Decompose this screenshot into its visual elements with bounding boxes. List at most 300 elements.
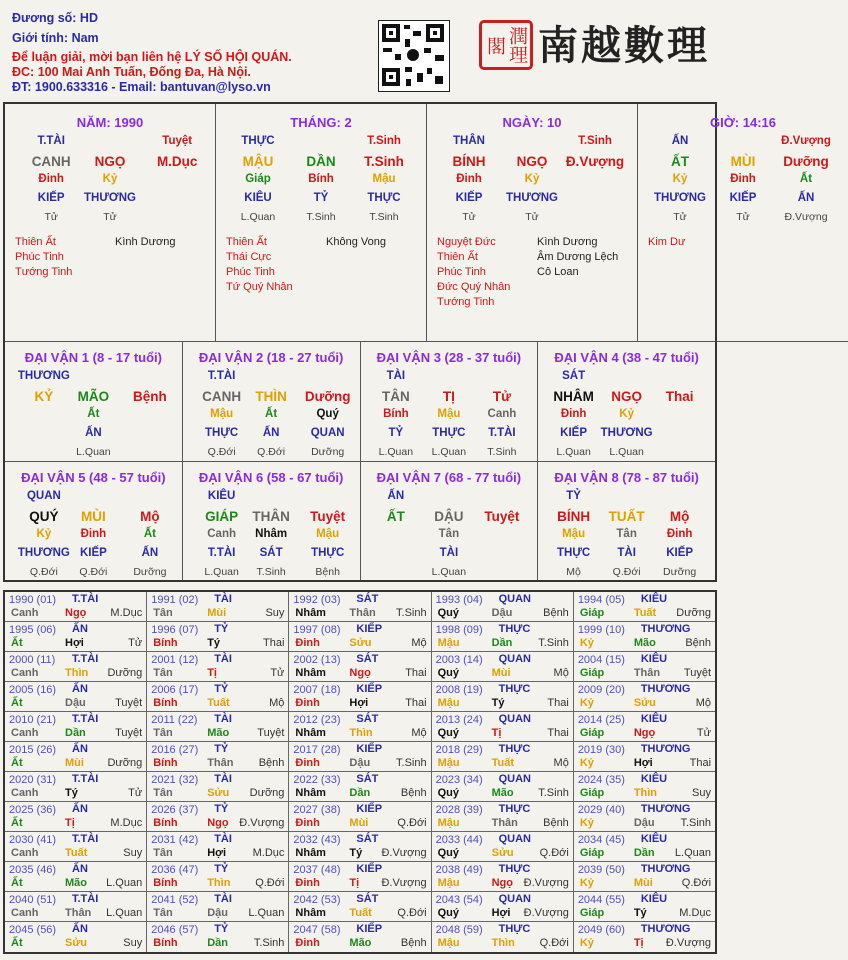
pillar-line [638,135,848,149]
year-phase: Thai [405,697,427,709]
year-label: 2031 (42) [151,834,199,846]
year-star: SÁT [356,833,379,845]
year-cell[interactable] [5,652,147,682]
year-star: THỰC [498,923,531,935]
annual-luck-table [3,590,717,954]
dai-van-item: Đinh [666,528,693,540]
star-item: Tứ Quý Nhân [226,281,293,293]
year-phase: T.Sinh [253,937,285,949]
year-star: ẤN [72,743,88,755]
pillar-line [638,173,848,187]
year-row [5,862,715,892]
year-label: 2023 (34) [435,774,483,786]
year-stem: Giáp [579,787,605,799]
dai-van-item: TÀI [386,370,406,382]
year-cell[interactable] [432,802,574,832]
year-stem: Tân [153,727,173,739]
pillar-line [5,211,215,225]
dai-van-item: Mộ [566,566,581,578]
year-cell[interactable] [574,622,715,652]
year-cell[interactable] [432,712,574,742]
year-label: 2036 (47) [151,864,199,876]
dai-van-line [5,547,182,561]
year-cell[interactable] [289,832,431,862]
year-cell[interactable] [289,862,431,892]
pillar-item: Tuyệt [162,135,193,147]
dai-van-line [538,446,715,460]
dai-van-item: Mộ [140,509,160,524]
year-stem: Giáp [579,847,605,859]
year-star: THỰC [498,623,531,635]
year-star: SÁT [356,713,379,725]
year-cell[interactable] [289,772,431,802]
pillar-line [5,154,215,168]
year-label: 2019 (30) [577,744,625,756]
year-phase: Thai [547,727,569,739]
dai-van-item: T.Sinh [487,446,517,458]
year-phase: Dưỡng [249,787,285,799]
year-phase: Dưỡng [107,667,143,679]
year-stem: Đinh [295,817,320,829]
year-star: KIẾP [356,923,383,935]
pillar-item: KIẾP [37,192,65,204]
year-cell[interactable] [5,592,147,622]
year-star: T.TÀI [72,713,99,725]
year-cell[interactable] [432,622,574,652]
year-phase: Dưỡng [107,757,143,769]
dai-van-item: Q.Đới [207,446,236,458]
year-branch: Mùi [207,607,227,619]
year-cell[interactable] [432,592,574,622]
year-cell[interactable] [5,742,147,772]
dai-van-item: Mậu [210,408,234,420]
year-star: KIÊU [640,593,668,605]
year-phase: Mộ [695,697,712,709]
dai-van-cell [5,462,183,580]
dai-van-item: BÍNH [557,509,591,524]
year-star: THƯƠNG [640,743,691,755]
year-label: 2010 (21) [9,714,57,726]
year-cell[interactable] [289,622,431,652]
year-phase: Q.Đới [539,937,569,949]
dai-van-item: L.Quan [556,446,591,458]
dai-van-item: KỶ [34,389,54,404]
year-cell[interactable] [147,832,289,862]
year-row [5,832,715,862]
dai-van-item: TÀI [439,547,459,559]
year-phase: Suy [123,937,143,949]
dai-van-item: Q.Đới [257,446,286,458]
year-branch: Thân [65,907,92,919]
year-label: 2028 (39) [435,804,483,816]
year-phase: M.Dục [679,907,712,919]
dai-van-line [183,446,360,460]
year-label: 2006 (17) [151,684,199,696]
year-stem: Canh [11,727,39,739]
year-cell[interactable] [574,592,715,622]
year-star: THỰC [498,863,531,875]
dai-van-item: Tuyệt [310,509,346,524]
pillar-line [427,173,637,187]
year-cell[interactable] [147,652,289,682]
year-cell[interactable] [5,682,147,712]
year-phase: M.Dục [252,847,285,859]
pillar-item: Đinh [730,173,756,185]
year-cell[interactable] [289,802,431,832]
year-cell[interactable] [289,712,431,742]
year-branch: Hợi [491,907,511,919]
year-cell[interactable] [574,862,715,892]
pillar-line [638,154,848,168]
year-cell[interactable] [147,682,289,712]
year-branch: Sửu [633,697,656,709]
dai-van-title: ĐẠI VẬN 7 (68 - 77 tuổi) [376,470,522,485]
pillar-item: Tử [103,211,117,223]
year-stem: Mậu [437,757,460,769]
dai-van-item: MÃO [77,389,110,404]
year-phase: Bệnh [685,637,712,649]
gender: Giới tính: Nam [12,31,99,45]
dai-van-line [361,547,538,561]
year-cell[interactable] [5,862,147,892]
pillar-item: Kỷ [524,173,540,185]
year-stem: Giáp [579,667,605,679]
dai-van-item: SÁT [562,370,586,382]
dai-van-item: Mậu [562,528,586,540]
year-phase: T.Sinh [396,607,427,619]
dai-van-line [361,370,538,384]
year-phase: Suy [123,847,143,859]
year-branch: Dần [633,847,655,859]
year-stem: Canh [11,667,39,679]
year-stem: Bính [153,697,178,709]
year-cell[interactable] [432,922,574,952]
dai-van-line [538,370,715,384]
year-branch: Mão [491,787,514,799]
year-cell[interactable] [574,742,715,772]
dai-van-item: Mậu [316,528,340,540]
year-label: 2012 (23) [293,714,341,726]
year-cell[interactable] [432,832,574,862]
dai-van-item: Ất [87,408,100,420]
year-cell[interactable] [574,652,715,682]
year-star: TỶ [214,803,229,815]
pillar-item: BÍNH [452,154,486,169]
star-item: Phúc Tinh [226,266,275,278]
year-branch: Hợi [65,637,84,649]
year-cell[interactable] [5,832,147,862]
year-stem: Ất [11,637,23,649]
year-star: QUAN [498,593,531,605]
year-row [5,712,715,742]
year-branch: Dần [207,937,228,949]
year-label: 2030 (41) [9,834,57,846]
year-star: TỶ [214,863,229,875]
pillar-item: ẤN [671,135,689,147]
year-stem: Mậu [437,637,460,649]
year-cell[interactable] [147,712,289,742]
dai-van-item: Kỷ [619,408,634,420]
year-cell[interactable] [147,622,289,652]
dai-van-item: Tử [492,389,511,404]
pillar-item: THƯƠNG [654,192,706,204]
star-item: Thiên Ất [15,236,56,248]
year-cell[interactable] [289,682,431,712]
year-phase: Tuyệt [683,667,712,679]
year-stem: Nhâm [295,787,326,799]
year-label: 2047 (58) [293,924,341,936]
year-cell[interactable] [5,622,147,652]
year-cell[interactable] [289,742,431,772]
dai-van-line [5,408,182,422]
dai-van-item: Đinh [80,528,107,540]
year-branch: Sửu [207,787,230,799]
year-star: KIÊU [640,833,668,845]
year-branch: Ngọ [207,817,229,829]
year-cell[interactable] [574,712,715,742]
dai-van-item: Quý [316,408,339,420]
year-branch: Tuất [633,607,657,619]
bad-stars-list [537,235,637,310]
dai-van-item: Q.Đới [79,566,108,578]
year-cell[interactable] [5,802,147,832]
year-cell[interactable] [432,772,574,802]
year-label: 1997 (08) [293,624,341,636]
dai-van-line [5,370,182,384]
year-label: 1992 (03) [293,594,341,606]
dai-van-item: QUAN [310,427,345,439]
pillar-line [427,192,637,206]
year-branch: Tị [207,667,217,679]
pillar-item: ẤT [671,154,689,169]
year-stem: Canh [11,907,39,919]
header [0,0,720,100]
year-phase: Tuyệt [115,697,143,709]
year-star: THƯƠNG [640,923,691,935]
dai-van-item: Đinh [560,408,587,420]
year-cell[interactable] [147,802,289,832]
year-phase: L.Quan [106,877,143,889]
year-star: QUAN [498,713,531,725]
year-branch: Dậu [65,697,86,709]
dai-van-item: NGỌ [611,389,643,404]
year-stem: Bính [153,817,178,829]
year-phase: Suy [692,787,712,799]
dai-van-item: Ất [143,528,156,540]
pillar-item: THÂN [453,135,485,147]
dai-van-item: Mậu [437,408,461,420]
star-item: Phúc Tinh [15,251,64,263]
year-cell[interactable] [289,892,431,922]
year-cell[interactable] [147,772,289,802]
year-star: THỰC [498,743,531,755]
year-star: QUAN [498,653,531,665]
year-cell[interactable] [574,802,715,832]
star-item: Âm Dương Lệch [537,251,619,263]
dai-van-item: Q.Đới [612,566,641,578]
year-label: 2049 (60) [577,924,625,936]
dai-van-item: NHÂM [553,389,594,404]
pillar-item: THƯƠNG [506,192,558,204]
qr-code-icon[interactable] [378,20,450,92]
year-cell[interactable] [432,742,574,772]
year-label: 2041 (52) [151,894,199,906]
year-phase: L.Quan [106,907,143,919]
year-phase: Tuyệt [115,727,143,739]
year-cell[interactable] [432,652,574,682]
dai-van-item: Dưỡng [311,446,345,458]
dai-van-item: Dưỡng [304,389,351,404]
year-branch: Dậu [349,757,371,769]
year-phase: Tử [696,727,712,739]
dai-van-item: KIẾP [666,547,694,559]
year-cell[interactable] [289,652,431,682]
dai-van-cell [538,462,715,580]
dai-van-line [5,566,182,580]
pillar-item: L.Quan [240,211,276,223]
year-cell[interactable] [574,922,715,952]
year-cell[interactable] [5,712,147,742]
year-phase: Mộ [269,697,285,709]
year-label: 2034 (45) [577,834,625,846]
year-cell[interactable] [574,832,715,862]
bad-stars-list [115,235,215,280]
year-stem: Nhâm [295,607,326,619]
year-branch: Dậu [207,907,228,919]
dai-van-cell [5,342,183,462]
dai-van-item: Tân [616,528,637,540]
year-star: TÀI [214,893,232,905]
year-cell[interactable] [574,892,715,922]
year-branch: Sửu [65,937,88,949]
dai-van-line [361,427,538,441]
year-phase: T.Sinh [538,637,569,649]
pillar-cell [638,104,848,342]
dai-van-item: THƯƠNG [600,427,653,439]
dai-van-item: ẤN [141,547,159,559]
dai-van-item: Bệnh [133,389,167,404]
year-stem: Kỷ [579,637,594,649]
pillar-item: MẬU [242,154,274,169]
year-star: QUAN [498,893,531,905]
year-cell[interactable] [574,772,715,802]
year-stem: Nhâm [295,847,326,859]
year-cell[interactable] [147,892,289,922]
pillar-item: Dưỡng [783,154,829,169]
year-star: TỶ [214,683,229,695]
year-stem: Đinh [295,937,320,949]
pillar-line [216,173,426,187]
year-star: T.TÀI [72,833,99,845]
dai-van-item: L.Quan [431,566,467,578]
dai-van-line [183,427,360,441]
year-star: ẤN [72,863,88,875]
year-cell[interactable] [5,772,147,802]
year-cell[interactable] [432,862,574,892]
year-cell[interactable] [289,922,431,952]
year-label: 2042 (53) [293,894,341,906]
year-star: TÀI [214,593,232,605]
pillar-stars [437,235,637,310]
pillar-item: T.Sinh [306,211,336,223]
year-label: 2007 (18) [293,684,341,696]
dai-van-item: THỰC [311,547,345,559]
year-cell[interactable] [5,892,147,922]
year-stem: Quý [437,787,460,799]
year-cell[interactable] [147,742,289,772]
year-phase: L.Quan [674,847,712,859]
dai-van-line [183,547,360,561]
bad-stars-list [326,235,426,295]
dai-van-item: TÀI [617,547,636,559]
dai-van-item: L.Quan [431,446,467,458]
year-phase: Mộ [411,727,427,739]
year-phase: Đ.Vượng [665,937,712,949]
dai-van-line [5,427,182,441]
pillar-item: Bính [308,173,334,185]
year-stem: Bính [153,757,178,769]
dai-van-item: Canh [487,408,517,420]
dai-van-item: Q.Đới [29,566,58,578]
year-stem: Mậu [437,817,460,829]
year-label: 2048 (59) [435,924,483,936]
year-label: 2038 (49) [435,864,483,876]
year-label: 1990 (01) [9,594,57,606]
year-branch: Tuất [207,697,230,709]
year-phase: T.Sinh [538,787,569,799]
dai-van-line [538,427,715,441]
dai-van-line [538,547,715,561]
year-stem: Đinh [295,637,320,649]
pillar-line [5,192,215,206]
year-branch: Tị [349,877,360,889]
year-cell[interactable] [147,592,289,622]
year-stem: Nhâm [295,727,326,739]
year-branch: Tý [633,907,647,919]
pillar-stars [648,235,848,250]
dai-van-item: L.Quan [609,446,644,458]
year-cell[interactable] [147,922,289,952]
year-star: THỰC [498,803,531,815]
pillar-item: DẦN [306,154,336,169]
pillar-item: T.TÀI [37,135,65,147]
year-cell[interactable] [5,922,147,952]
year-star: T.TÀI [72,773,99,785]
year-star: SÁT [356,653,379,665]
pillar-item: THỰC [367,192,401,204]
year-cell[interactable] [289,592,431,622]
dai-van-item: GIÁP [205,509,239,524]
year-branch: Dần [349,787,371,799]
year-cell[interactable] [432,682,574,712]
year-phase: Đ.Vượng [523,877,569,889]
year-cell[interactable] [574,682,715,712]
year-branch: Sửu [349,637,372,649]
year-branch: Tuất [491,757,515,769]
dai-van-line [5,446,182,460]
year-phase: Tử [128,787,143,799]
year-branch: Ngọ [633,727,656,739]
pillar-line [216,154,426,168]
year-stem: Ất [11,937,23,949]
year-phase: Đ.Vượng [523,907,569,919]
pillar-line [427,154,637,168]
year-cell[interactable] [432,892,574,922]
year-cell[interactable] [147,862,289,892]
dai-van-item: SÁT [259,547,283,559]
year-label: 2024 (35) [577,774,625,786]
year-branch: Mão [207,727,230,739]
